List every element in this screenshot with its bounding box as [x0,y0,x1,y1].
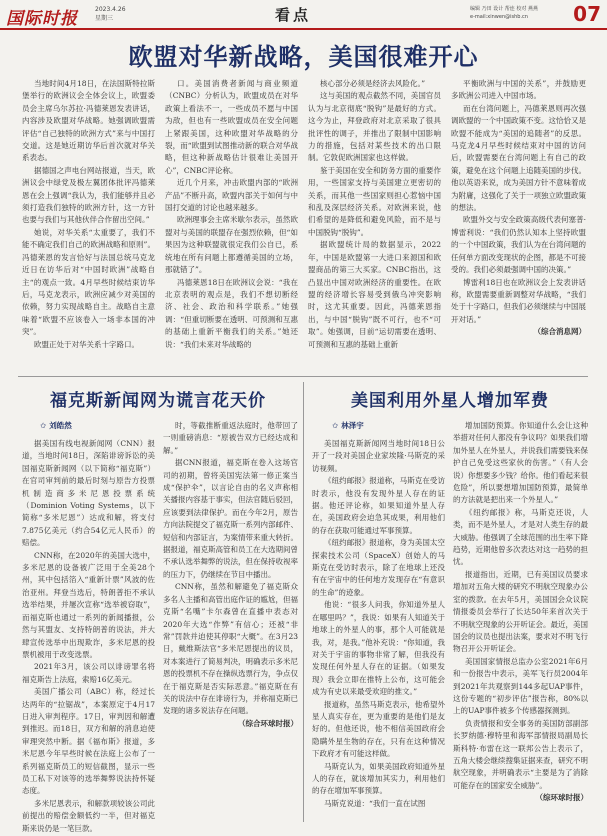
paragraph: 博雷利18日也在欧洲议会上发表讲话称，欧盟需要重新调整对华战略，“我们处于十字路口，但我们必须继续与中国展开对话。” [451,277,586,324]
right-article-col1 [312,438,445,826]
paragraph: 核心部分必须是经济去风险化。” [320,79,426,88]
editors: 编辑 乃田 设计 帮连 校对 燕燕 [470,6,538,12]
weekday: 星期三 [95,15,114,22]
paragraph: 多米尼恩表示，和解款项较该公司此前提出的赔偿金额低约一半，但对福克斯来说仍是一笔巨款。 [22,798,155,833]
paragraph: 这与美国的观点截然不同，美国官员认为与北京彻底“脱钩”是最好的方式。这今为止，拜登政府对北京采取了很具批评性的调子，并推出了限制中国影响力的措施，包括对某些技术的出口限制。它敦促欧洲国家也这样做。 [308,91,441,163]
left-article-col1 [22,438,155,833]
main-headline: 欧盟对华新战略，美国很难开心 [128,43,479,71]
paragraphs [22,78,155,351]
paragraph: 冯德莱恩18日在欧洲议会说：“我在北京表明的观点是，我们不想切断经济、社会、政治和科学联系。”她强调：“但重切断要在透明、可预测和互惠的基础上重新平衡我们的关系。”她还说：“我们未来对华战略的 [165,277,298,349]
newspaper-logo: 国际时报 [6,9,78,29]
paragraph: 《纽约邮报》报道称，马斯克在受访时表示，他没有发现外星人存在的证据。他还评论称，如果知道外星人存在，美国政府会迫急其成果，利用他们的存在获取可能通过军事预算。 [312,476,445,535]
paragraphs [163,420,298,718]
paragraph: 据美国有线电视新闻网（CNN）报道，当地时间18日，深陷诽谤诉讼的美国福克斯新闻网（以下简称“福克斯”）在官司审判前的最后时刻与原告方投票机制造商多米尼恩投票系统（Dominion Voting Systems，以下简称“多米尼恩”）达成和解，将支付7.875亿美元（约合54亿元人民币）的赔偿。 [22,439,155,548]
author: 刘皓然 [49,421,72,430]
paragraph: 当地时间4月18日，在法国斯特拉斯堡举行的欧洲议会全体会议上，欧盟委员会主席乌尔苏拉·冯德莱恩发表讲话，内容涉及欧盟对华战略。她强调欧盟需评估“自己独特的欧洲方式”来与中国打交道。这是她近期访华后首次就对华关系表态。 [22,79,155,163]
paragraph: CNN称，在2020年的美国大选中，多米尼恩的设备被广泛用于全美28个州，其中包括箔入“重新计票”风波的佐治亚州。拜登当选后，特朗普拒不承认选举结果，并屡次宣称“选举被窃取”，而福克斯也通过一系列的新闻播报，公然与其盟友、支持特朗普的说法，并大肆宣传选举中出现欺诈，多米尼恩的投票机被用于改变选票。 [22,550,155,659]
left-headline: 福克斯新闻网为谎言花天价 [50,391,266,411]
paragraph: 2021年3月，该公司以诽谤罪名将福克斯告上法庭，索赔16亿美元。 [22,662,155,684]
paragraph: 报道称，虽然马斯克表示，他希望外星人真实存在，更为重要的是他们是友好的。但他还说，他不相信美国政府会隐瞒外星生物的存在，只有在这种情况下政府才有可能这样做。 [312,699,445,759]
email: e-mail:xinwen@ishb.cn [470,14,528,20]
masthead [0,0,607,30]
paragraph: CNN称，虽然和解避免了福克斯众多名人主播和高管出庭作证的尴尬，但福克斯“名嘴”卡尔森曾在直播中表态对2020年大选“作弊”有信心；还被“非常”罚款并迫使其停职“大概”。在3月23日，戴维斯法官“多米尼恩提出的议员，对本案进行了简易判决，明确表示多米尼恩的投票机不存在操纵选票行为，争点仅在于福克斯是否实际恶意。”福克斯在有关的说法中存在诽谤行为，并称福克斯已发现的诸多说法存在问题。 [163,582,298,716]
paragraph: 近几个月来，冲击欧盟内部的“欧洲产品”不断升高，欧盟内部关于如何与中国打交道的讨论也越来越多。 [165,178,298,213]
paragraph: 据CNN报道，福克斯在卷入这场官司的初期，曾将美国宪法第一修正案当成“保护伞”，以言论自由的名义声称相关播报内容基于事实，但法官随后驳回，应该要到法律保护。而在今年2月，原告方向法院提交了福克斯一系列内部邮件、短信和内部证言，为案情带来重大转折。据报道，福克斯高管和员工在大选期间曾不承认选举舞弊的说法，但在保持收视率的压力下，仍继续在节目中播出。 [163,458,298,579]
star-icon: ✩ [332,421,339,430]
left-article-credit: （综合环球时报） [238,718,298,728]
paragraph: 美国福克斯新闻网当地时间18日公开了一段对美国企业家埃隆·马斯克的采访视频。 [312,439,445,473]
issue-date [95,5,126,23]
paragraphs [308,78,441,351]
paragraph: 欧盟正处于对华关系十字路口。 [34,339,139,349]
column-divider [303,382,304,822]
divider [18,376,588,377]
paragraph: 口。美国消费者新闻与商业频道（CNBC）分析认为，欧盟成员在对华政策上看法不一，一些成员不愿与中国为敌，但也有一些欧盟成员在安全问题上紧跟美国，这种欧盟对华战略的分裂，而“欧盟到试图推动新的联合对华战略，但这种新战略估计很难让美国开心”，CNBC评论称。 [165,79,298,175]
paragraph: 他说：“很多人问我，你知道外星人在哪里吗？”，我说：如果有人知道关于地球上的外星人的事，那个人可能就是我，对，是我。”他补充说：“你知道，我对关于宇宙的事物非常了解，但我没有发现任何外星人存在的证据。（如果发现）我会立即在推特上公布，这可能会成为有史以来最受欢迎的推文。” [312,600,445,697]
paragraph: 报道指出，近期，已有美国议员要求增加对五角大楼的研究不明航空现象办公室的拨款。在去年5月，美国国会众议院情报委员会举行了长达50年来首次关于不明航空现象的公开听证会。最近，美国国会的议员也提出法案，要求对不明飞行物召开公开听证会。 [453,569,588,654]
star-icon: ✩ [40,421,47,430]
paragraph: 据欧盟统计局的数据显示，2022年，中国是欧盟第一大进口来源国和欧盟商品的第三大买家。CNBC指出，这凸显出中国对欧洲经济的重要性。在欧盟的经济增长容易受到俄乌冲突影响时，这尤其重要。因此，冯德莱恩指出，与中国“脱钩”既不可行，也不“可取”。她强调，目前“运切需要在透明、可预测和互惠的基础上重新 [308,240,441,349]
paragraphs [22,438,155,835]
editor-info [470,5,538,21]
paragraph: 《纽约邮报》称，马斯克还说，人类，而不是外星人，才是对人类生存的最大威胁。他强调了全球范围的出生率下降趋势，近期他曾多次表达对这一趋势的担忧。 [453,507,588,567]
main-article-credit: （综合消息网） [533,327,586,337]
paragraph: 美国广播公司（ABC）称，经过长达两年的“拉锯战”，本案原定于4月17日进入审判程序。17日，审判因和解遭到推迟。而18日，双方和解的消息迫使审理突然中断。据《福布斯》报道，多米尼恩今年早些时候在法庭上公布了一系列福克斯员工的短信截图，显示一些员工私下对该等的选举舞弊说法持怀疑态度。 [22,687,155,796]
right-article-col2 [453,420,588,826]
paragraph: 欧洲理事会主席米歇尔表示，虽然欧盟对与美国的联盟存在强烈依赖，但“如果因为这种联盟就很定我们公自已，系统地在所有问题上都遵循美国的立场，那就错了”。 [165,215,298,275]
paragraph: 美国国家情报总监办公室2021年6月和一份报告中表示，美军飞行员2004年到2021年共观察到144多起UAP事件，这份专题的“初步评估”报告称，80%以上的UAP事件被多个传感器探测到。 [453,656,588,716]
date: 2023.4.26 [95,6,126,13]
paragraphs [451,78,586,326]
paragraphs [453,420,588,792]
main-article-col4 [451,78,586,368]
paragraph: 增加国防预算。你知道什么会让这种举措对任何人都没有争议吗？如果我们增加外星人在外星人，并说我们需要钱来保护自己免受这些家伙的伤害。”（有人会说）你想要多少钱？给你。他们看起来很危险”，所以要想增加国防预算，最简单的方法就是把出来一个外星人。” [453,421,588,505]
right-article-credit: （综环球时报） [535,793,588,803]
paragraph: 马斯克说道：“我们一直在试图 [324,798,426,808]
paragraph: 鉴于美国在安全和防务方面的重要作用，一些国家支持与美国建立更密切的关系，而其他一些国家则担心惹恼中国和乱及深层经济关系。对欧洲来说，他们希望的是降低和避免风险，而不是与中国脱钩“脱钩”。 [308,165,441,237]
right-byline [332,420,364,431]
paragraph: 平衡欧洲与中国的关系”，并鼓励更多欧洲公司进入中国市场。 [451,79,586,101]
paragraph: 而在台湾问题上，冯德莱恩则再次强调欧盟的一个中国政策不变。这恰恰又是欧盟不能成为“美国的追随者”的反思。马克龙4月早些时候结束对中国的访问后，欧盟需要在台湾问题上有自己的政策，避免在这个问题上追随美国的步伐。他以英语来说，成为美国方针不意味着成为附庸，这强化了关于一项独立欧盟政策的想法。 [451,103,586,213]
right-headline: 美国利用外星人增加军费 [351,391,549,411]
paragraph: 她说，对华关系“太重要了，我们不能不确定我们自己的欧洲战略和原则”。冯德莱恩的发言恰好与法国总统马克龙近日在访华后对“中国时欧洲”战略自主“的观点一致。4月早些时候结束访华后，马克龙表示，欧洲应减少对美国的依赖，努力实现战略自主。战略自主意味着“欧盟不应该卷入一场非本国的冲突”。 [22,227,155,337]
left-byline [40,420,72,431]
left-article-col2 [163,420,298,826]
paragraph: 负责情报和安全事务的美国防部副部长罗纳德·穆特里和海军部情报局副局长斯科特·布雷在这一联邦公告上表示了，五角大楼会继续搜集证据来查，研究不明航空现象，并明确表示“主要是为了消除可能存在的国家安全威胁”。 [453,718,588,790]
paragraph: 马斯克认为，如果美国政府知道外星人的存在，就该增加其实力，利用他们的存在增加军事预算。 [312,761,445,796]
paragraph: 《纽约邮报》报道称，身为美国太空探索技术公司（SpaceX）创始人的马斯克在受访时表示，除了在地球上还没有在宇宙中的任何地方发现存在“有意识的生命”的迹象。 [312,538,445,597]
page-number: 07 [573,2,601,26]
main-article-col1 [22,78,155,368]
paragraph: 欧盟外交与安全政策高级代表何塞普·博雷利说：“我们仍然认知本上坚持欧盟的一个中国政策，我们认为在台湾问题的任何单方面改变现状的企图，都是不可接受的。我们必须最强调中国的决策。” [451,215,586,275]
paragraphs [165,78,298,351]
paragraph: 据德国之声电台网站报道，当天，欧洲议会中绿党及极左翼团体批评冯德莱恩在会上强调“我认为，我们能够并且必须打造我们独特的欧洲方针，这一方针也要与我们与其他伙伴合作留出空间。” [22,165,155,225]
paragraphs [312,438,445,810]
main-article-col3 [308,78,441,368]
paragraph: 时，等截推断重返法庭时，他带回了一则重磅消息：“原被告双方已经达成和解。” [163,421,298,455]
author: 林泽宇 [341,421,364,430]
section-title: 看点 [275,6,312,24]
main-article-col2 [165,78,298,368]
